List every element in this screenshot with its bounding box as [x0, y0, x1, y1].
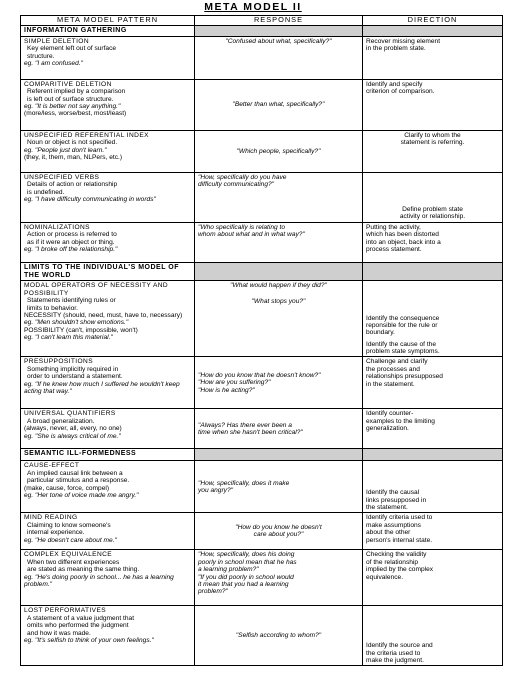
- response-cell: [195, 409, 363, 449]
- shaded-cell: [363, 449, 503, 461]
- table-row: [21, 130, 503, 172]
- pattern-cell: [21, 409, 195, 449]
- direction-text: Identify the source and: [366, 642, 433, 650]
- pattern-cell: [21, 606, 195, 666]
- pattern-name: COMPLEX EQUIVALENCE: [24, 551, 113, 559]
- pattern-desc: order to understand a statement.: [27, 373, 123, 381]
- direction-cell: [363, 409, 503, 449]
- direction-text: reponsible for the rule or: [366, 321, 438, 329]
- pattern-name: UNSPECIFIED REFERENTIAL INDEX: [24, 131, 149, 139]
- response-text: you angry?": [198, 486, 233, 494]
- response-text: "How, specifically do you have: [198, 173, 287, 181]
- pattern-desc: An implied causal link between a: [27, 469, 123, 477]
- direction-text: Identify the cause of the: [366, 340, 437, 348]
- response-cell: [195, 79, 363, 130]
- pattern-desc: are stated as meaning the same thing.: [27, 566, 140, 574]
- pattern-necessity: NECESSITY (should, need, must, have to, necessary): [24, 311, 183, 319]
- pattern-extra: (make, cause, force, compel): [24, 484, 110, 492]
- header-direction: DIRECTION: [363, 16, 503, 26]
- direction-text: generalization.: [366, 425, 409, 433]
- pattern-cell: [21, 172, 195, 222]
- response-text: "How is he acting?": [198, 386, 255, 394]
- direction-text: Identify counter-: [366, 410, 414, 418]
- pattern-example: eg. "She is always critical of me.": [24, 432, 121, 440]
- pattern-name: MIND READING: [24, 514, 78, 522]
- shaded-cell: [363, 26, 503, 37]
- pattern-extra: (they, it, them, man, NLPers, etc.): [24, 153, 123, 161]
- response-text: "How do you know that he doesn't know?": [198, 371, 321, 379]
- section-row: [21, 262, 503, 281]
- table-row: [21, 357, 503, 409]
- pattern-desc: When two different experiences: [27, 558, 120, 566]
- pattern-desc: Referent implied by a comparison: [27, 88, 126, 96]
- direction-cell: [363, 513, 503, 550]
- pattern-desc: is left out of surface structure.: [27, 95, 114, 103]
- response-text: whom about what and in what way?": [198, 231, 305, 239]
- pattern-desc: as if it were an object or thing.: [27, 238, 115, 246]
- pattern-name: PRESUPPOSITIONS: [24, 358, 94, 366]
- direction-text: statement is referring.: [400, 139, 465, 147]
- pattern-cell: [21, 222, 195, 262]
- direction-cell: [363, 281, 503, 357]
- direction-text: Identify the consequence: [366, 314, 440, 322]
- pattern-desc: omits who performed the judgment: [27, 622, 129, 630]
- response-cell: [195, 281, 363, 357]
- table-row: [21, 461, 503, 513]
- pattern-desc: is undefined.: [27, 188, 65, 196]
- pattern-example: eg. "Her tone of voice made me angry.": [24, 491, 139, 499]
- direction-text: into an object, back into a: [366, 238, 441, 246]
- response-text: "Who specifically is relating to: [198, 223, 285, 231]
- section-title: INFORMATION GATHERING: [21, 26, 195, 37]
- direction-text: the processes and: [366, 365, 420, 373]
- shaded-cell: [195, 26, 363, 37]
- table-row: [21, 281, 503, 357]
- response-cell: [195, 550, 363, 606]
- response-cell: [195, 357, 363, 409]
- direction-cell: [363, 606, 503, 666]
- direction-text: make the judgment.: [366, 657, 424, 665]
- direction-text: Putting the activity,: [366, 223, 421, 231]
- pattern-example: eg. "It is better not say anything.": [24, 102, 121, 110]
- response-cell: [195, 461, 363, 513]
- direction-text: which has been distorted: [366, 231, 439, 239]
- pattern-name: MODAL OPERATORS OF NECESSITY AND POSSIBILITY: [24, 282, 169, 297]
- direction-text: implied by the complex: [366, 566, 434, 574]
- pattern-desc: Key element left out of surface: [27, 45, 117, 53]
- table-row: [21, 550, 503, 606]
- pattern-desc: particular stimulus and a response.: [27, 477, 130, 485]
- pattern-name: COMPARITIVE DELETION: [24, 80, 112, 88]
- header-row: [21, 16, 503, 26]
- pattern-desc: internal experience.: [27, 529, 85, 537]
- response-text: "How, specifically, does it make: [198, 479, 290, 487]
- direction-text: in the statement.: [366, 380, 415, 388]
- pattern-desc: A broad generalization.: [27, 417, 95, 425]
- direction-cell: [363, 222, 503, 262]
- response-text: poorly in school mean that he has: [198, 558, 297, 566]
- pattern-name: LOST PERFORMATIVES: [24, 607, 107, 615]
- direction-text: relationships presupposed: [366, 373, 443, 381]
- pattern-cell: [21, 513, 195, 550]
- response-text: difficulty communicating?": [198, 181, 275, 189]
- table-row: [21, 606, 503, 666]
- response-cell: [195, 222, 363, 262]
- response-text: "How are you suffering?": [198, 379, 271, 387]
- response-text: "Which people, specifically?": [236, 147, 321, 155]
- pattern-name: NOMINALIZATIONS: [24, 223, 90, 231]
- header-response: RESPONSE: [195, 16, 363, 26]
- direction-text: make assumptions: [366, 521, 421, 529]
- pattern-name: CAUSE-EFFECT: [24, 462, 80, 470]
- pattern-example: eg. "He's doing poorly in school... he has a learning problem.": [24, 573, 174, 588]
- pattern-cell: [21, 130, 195, 172]
- response-text: "If you did poorly in school would: [198, 573, 294, 581]
- pattern-name: SIMPLE DELETION: [24, 37, 89, 45]
- direction-text: links presupposed in: [366, 496, 427, 504]
- response-text: it mean that you had a learning: [198, 580, 289, 588]
- pattern-extra: (always, never, all, every, no one): [24, 425, 122, 433]
- direction-cell: [363, 357, 503, 409]
- meta-model-table: [20, 15, 503, 666]
- direction-text: equivalence.: [366, 573, 404, 581]
- pattern-desc: structure.: [27, 52, 55, 60]
- response-cell: [195, 36, 363, 79]
- direction-cell: [363, 130, 503, 172]
- pattern-name: UNSPECIFIED VERBS: [24, 173, 100, 181]
- pattern-example: eg. "People just don't learn.": [24, 146, 107, 154]
- direction-text: about the other: [366, 529, 411, 537]
- direction-text: Challenge and clarify: [366, 358, 428, 366]
- response-cell: [195, 130, 363, 172]
- direction-text: of the relationship: [366, 558, 419, 566]
- direction-text: activity or relationship.: [399, 213, 466, 221]
- table-row: [21, 409, 503, 449]
- direction-text: Clarify to whom the: [404, 131, 461, 139]
- pattern-desc: and how it was made.: [27, 629, 91, 637]
- response-text: a learning problem?": [198, 566, 259, 574]
- response-text: time when she hasn't been critical?": [198, 428, 303, 436]
- table-row: [21, 222, 503, 262]
- pattern-desc: Claiming to know someone's: [27, 521, 111, 529]
- pattern-desc: Something implicitly required in: [27, 365, 119, 373]
- direction-text: Identify the causal: [366, 489, 420, 497]
- direction-text: criterion of comparison.: [366, 88, 435, 96]
- response-cell: [195, 513, 363, 550]
- pattern-example: eg. "I am confused.": [24, 59, 83, 67]
- direction-text: the statement.: [366, 504, 408, 512]
- direction-text: Checking the validity: [366, 551, 427, 559]
- pattern-desc: Action or process is referred to: [27, 231, 117, 239]
- pattern-desc: Noun or object is not specified.: [27, 139, 118, 147]
- shaded-cell: [363, 262, 503, 281]
- pattern-cell: [21, 79, 195, 130]
- direction-cell: [363, 172, 503, 222]
- response-text: "Selfish according to whom?": [235, 632, 322, 640]
- section-title: LIMITS TO THE INDIVIDUAL'S MODEL OF THE WORLD: [21, 262, 195, 281]
- response-text: problem?": [198, 588, 228, 596]
- direction-cell: [363, 79, 503, 130]
- section-title: SEMANTIC ILL-FORMEDNESS: [21, 449, 195, 461]
- direction-cell: [363, 550, 503, 606]
- response-text: "Better than what, specifically?": [232, 101, 325, 109]
- pattern-cell: [21, 281, 195, 357]
- table-row: [21, 513, 503, 550]
- pattern-example: eg. "I have difficulty communicating in words": [24, 195, 156, 203]
- shaded-cell: [195, 449, 363, 461]
- pattern-example: eg. "Men shouldn't show emotions.": [24, 319, 129, 327]
- pattern-cell: [21, 550, 195, 606]
- direction-text: examples to the limiting: [366, 417, 435, 425]
- direction-text: problem state symptoms.: [366, 348, 440, 356]
- table-row: [21, 36, 503, 79]
- response-text: "What would happen if they did?": [230, 282, 327, 290]
- direction-cell: [363, 461, 503, 513]
- pattern-desc: limits to behavior.: [27, 304, 78, 312]
- pattern-name: UNIVERSAL QUANTIFIERS: [24, 410, 116, 418]
- pattern-desc: Details of action or relationship: [27, 181, 118, 189]
- pattern-desc: Statements identifying rules or: [27, 297, 116, 305]
- table-row: [21, 172, 503, 222]
- section-row: [21, 449, 503, 461]
- pattern-example: eg. "It's selfish to think of your own feelings.": [24, 636, 154, 644]
- response-text: "How do you know he doesn't: [235, 524, 322, 532]
- spacer: [198, 290, 359, 298]
- response-text: care about you?": [253, 531, 304, 539]
- pattern-example: eg. "If he knew how much I suffered he wouldn't keep acting that way.": [24, 380, 180, 395]
- direction-text: boundary.: [366, 329, 395, 337]
- direction-text: person's internal state.: [366, 536, 433, 544]
- table-row: [21, 79, 503, 130]
- pattern-example: eg. "I can't learn this material.": [24, 334, 113, 342]
- direction-text: Recover missing element: [366, 37, 441, 45]
- direction-text: in the problem state.: [366, 45, 426, 53]
- header-pattern: META MODEL PATTERN: [21, 16, 195, 26]
- response-text: "What stops you?": [251, 297, 306, 305]
- pattern-cell: [21, 357, 195, 409]
- pattern-extra: (more/less, worse/best, most/least): [24, 110, 127, 118]
- pattern-example: eg. "I broke off the relationship.": [24, 245, 118, 253]
- direction-text: Define problem state: [402, 206, 463, 214]
- pattern-cell: [21, 461, 195, 513]
- direction-text: Identify and specify: [366, 80, 423, 88]
- response-text: "Always? Has there ever been a: [198, 421, 292, 429]
- shaded-cell: [195, 262, 363, 281]
- response-cell: [195, 172, 363, 222]
- direction-text: Identify criteria used to: [366, 514, 433, 522]
- pattern-possibility: POSSIBILITY (can't, impossible, won't): [24, 326, 138, 334]
- direction-text: the criteria used to: [366, 649, 421, 657]
- response-cell: [195, 606, 363, 666]
- section-row: [21, 26, 503, 37]
- page-title: META MODEL II: [204, 1, 302, 13]
- pattern-example: eg. "He doesn't care about me.": [24, 536, 117, 544]
- pattern-cell: [21, 36, 195, 79]
- direction-cell: [363, 36, 503, 79]
- response-text: "How, specifically, does his doing: [198, 551, 295, 559]
- pattern-desc: A statement of a value judgment that: [27, 614, 135, 622]
- response-text: "Confused about what, specifically?": [225, 37, 332, 45]
- direction-text: process statement.: [366, 245, 422, 253]
